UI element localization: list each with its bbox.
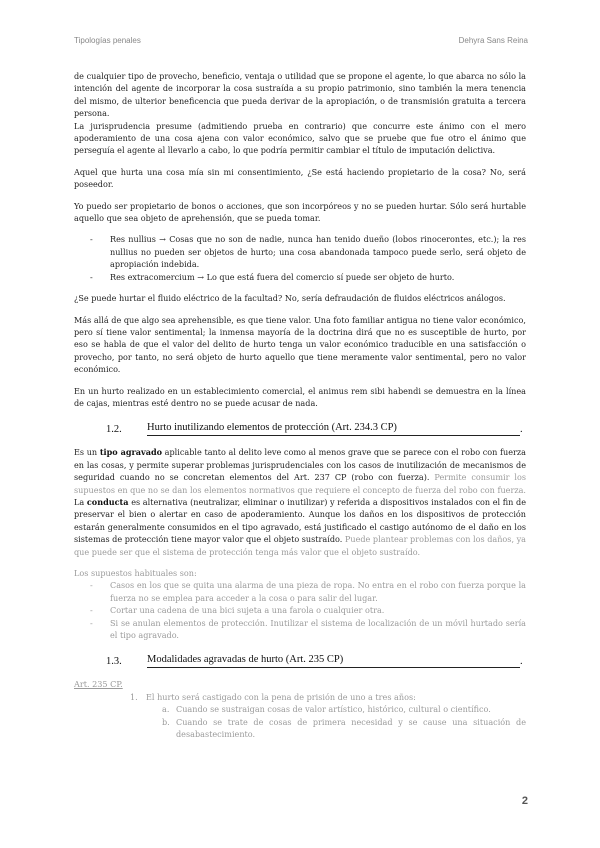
list-item: - Casos en los que se quita una alarma de una pieza de ropa. No entra en el robo con fuerza porque la fuerza no se emplea para acceder a la cosa o para salir del lugar. xyxy=(90,580,526,603)
running-header-right: Dehyra Sans Reina xyxy=(458,36,528,45)
grey-note: Permite consumir los supuestos en que no se dan los elementos normativos que requiere el concepto de fuerza del robo con fuerza. xyxy=(74,472,526,495)
section-number: 1.2. xyxy=(106,423,122,435)
list-item: - Cortar una cadena de una bici sujeta a una farola o cualquier otra. xyxy=(90,605,385,616)
running-header-left: Tipologías penales xyxy=(74,36,141,45)
lettered-item: b. Cuando se trate de cosas de primera necesidad y se cause una situación de desabastecimiento. xyxy=(162,716,526,740)
numbered-item: 1. El hurto será castigado con la pena de prisión de uno a tres años: xyxy=(130,691,416,702)
paragraph: Aquel que hurta una cosa mía sin mi consentimiento, ¿Se está haciendo propietario de la cosa? No, será poseedor. xyxy=(74,166,526,190)
res-list xyxy=(74,233,526,283)
page-body xyxy=(74,70,526,740)
lettered-item: a. Cuando se sustraigan cosas de valor artístico, histórico, cultural o científico. xyxy=(162,704,491,715)
section-number: 1.3. xyxy=(106,656,122,668)
supuestos-list xyxy=(74,579,526,641)
article-link[interactable]: Art. 235 CP. xyxy=(74,679,123,690)
paragraph: de cualquier tipo de provecho, beneficio, ventaja o utilidad que se propone el agente, lo que abarca no sólo la intención del agente de incorporar la cosa sustraída a su propio patrimonio, sino también la mera tenencia del mismo, de ulterior beneficencia que pueda derivar de la apropiación, o de transmisión gratuita a tercera persona. xyxy=(74,71,526,119)
grey-note: Puede plantear problemas con los daños, ya que puede ser que el sistema de protección tenga más valor que el objeto sustraído. xyxy=(74,534,526,557)
paragraph: Yo puedo ser propietario de bonos o acciones, que son incorpóreos y no se pueden hurtar. Sólo será hurtable aquello que sea objeto de aprehensión, que se pueda tomar. xyxy=(74,200,526,224)
section-heading-1-3: 1.3. Modalidades agravadas de hurto (Art. 235 CP) . xyxy=(74,653,526,668)
paragraph: ¿Se puede hurtar el fluido eléctrico de la facultad? No, sería defraudación de fluidos eléctricos análogos. xyxy=(74,293,506,304)
bold-term: conducta xyxy=(86,496,129,507)
section-title: Hurto inutilizando elementos de protección (Art. 234.3 CP) xyxy=(147,422,520,436)
list-intro: Los supuestos habituales son: xyxy=(74,568,197,578)
paragraph: Más allá de que algo sea aprehensible, es que tiene valor. Una foto familiar antigua no tiene valor económico, pero sí tiene valor sentimental; la inmensa mayoría de la doctrina dirá que no es susceptible de hurto, por eso se habla de que el valor del delito de hurto tenga un valor económico traducible en una satisfacción o provecho, por tanto, no será objeto de hurto aquello que tiene meramente valor sentimental, pero no valor económico. xyxy=(74,314,526,375)
bold-term: tipo agravado xyxy=(99,447,163,458)
list-item: - Res nullius → Cosas que no son de nadie, nunca han tenido dueño (lobos rinocerontes, etc.); la res nullius no pueden ser objetos de hurto; una cosa abandonada tampoco puede serlo, será objeto de apropiación indebida. xyxy=(90,234,526,270)
paragraph: Es un tipo agravado aplicable tanto al delito leve como al menos grave que se parece con el robo con fuerza en las cosas, y permite superar problemas jurisprudenciales con los casos de inutilización de mecanismos de seguridad cuando no se concretan elementos del Art. 237 CP (robo con fuerza). Permite consumir los supuestos en que no se dan los elementos normativos que requiere el concepto de fuerza del robo con fuerza. La conducta es alternativa (neutralizar, eliminar o inutilizar) y referida a dispositivos instalados con el fin de preservar el bien o alertar en caso de apoderamiento. Aunque los daños en los dispositivos de protección estarán generalmente consumidos en el tipo agravado, está justificado el castigo autónomo de el daño en los sistemas de protección tiene mayor valor que el objeto sustraído. Puede plantear problemas con los daños, ya que puede ser que el sistema de protección tenga más valor que el objeto sustraído. xyxy=(74,447,526,557)
page-number: 2 xyxy=(521,795,528,807)
paragraph: La jurisprudencia presume (admitiendo prueba en contrario) que concurre este ánimo con el mero apoderamiento de una cosa ajena con valor económico, salvo que se pruebe que fue otro el ánimo que perseguía el agente al llevarlo a cabo, lo que podría permitir cambiar el título de imputación delictiva. xyxy=(74,120,526,156)
section-heading-1-2: 1.2. Hurto inutilizando elementos de protección (Art. 234.3 CP) . xyxy=(74,421,526,436)
list-item: - Res extracomercium → Lo que está fuera del comercio sí puede ser objeto de hurto. xyxy=(90,271,455,282)
list-item: - Si se anulan elementos de protección. Inutilizar el sistema de localización de un móvil hurtado sería el tipo agravado. xyxy=(90,617,526,641)
section-title: Modalidades agravadas de hurto (Art. 235 CP) xyxy=(147,654,520,668)
paragraph: En un hurto realizado en un establecimiento comercial, el animus rem sibi habendi se demuestra en la línea de cajas, mientras esté dentro no se puede acusar de nada. xyxy=(74,385,526,408)
